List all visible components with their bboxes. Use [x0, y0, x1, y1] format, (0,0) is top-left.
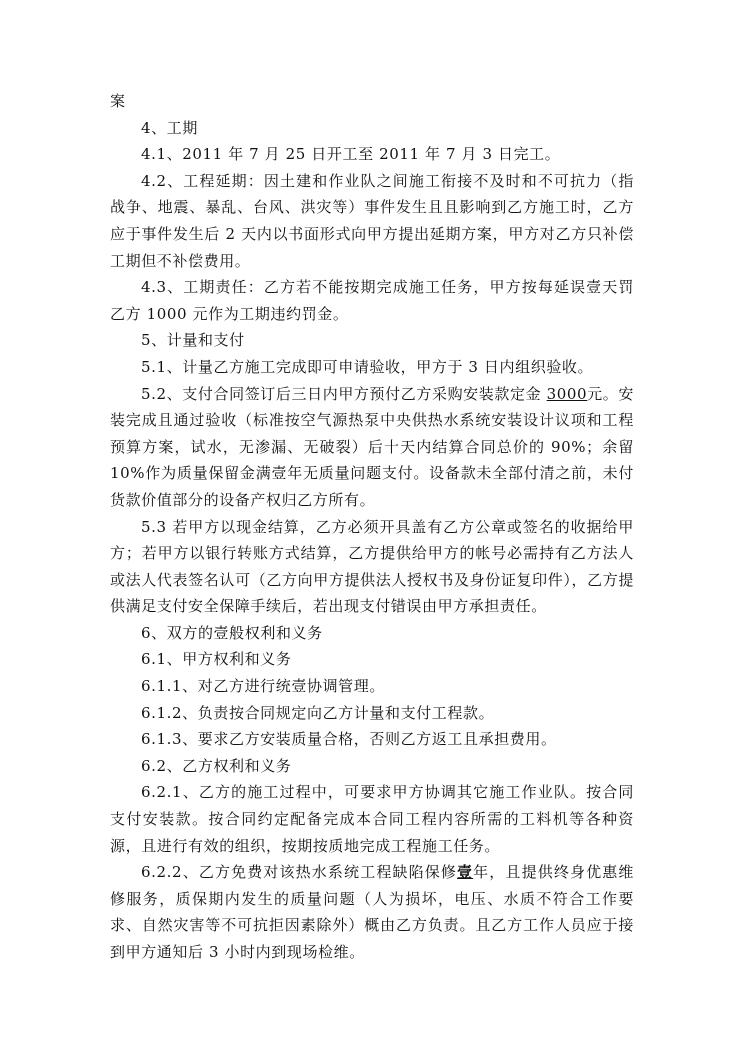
- document-body: [110, 88, 634, 966]
- paragraph-text: 6.1、甲方权利和义务: [141, 650, 292, 669]
- paragraph: [110, 779, 634, 859]
- paragraph-text: 5、计量和支付: [141, 331, 245, 350]
- paragraph: [110, 381, 634, 514]
- paragraph: [110, 753, 634, 780]
- paragraph-text: 5.3 若甲方以现金结算，乙方必须开具盖有乙方公章或签名的收据给甲方；若甲方以银行转账方式结算，乙方提供给甲方的帐号必需持有乙方法人或法人代表签名认可（乙方向甲方提供法人授权书及身份证复印件），乙方提供满足支付安全保障手续后，若出现支付错误由甲方承担责任。: [110, 517, 634, 616]
- paragraph-text: 案: [110, 92, 126, 110]
- paragraph: [110, 620, 634, 647]
- paragraph-text: 4.2、工程延期：因土建和作业队之间施工衔接不及时和不可抗力（指战争、地震、暴乱、台风、洪灾等）事件发生且且影响到乙方施工时，乙方应于事件发生后 2 天内以书面形式向甲方提出延期方案，甲方对乙方只补偿工期但不补偿费用。: [110, 171, 634, 270]
- paragraph: [110, 700, 634, 727]
- emphasized-text: 壹: [457, 863, 474, 882]
- paragraph: [110, 274, 634, 327]
- paragraph-text: 5.2、支付合同签订后三日内甲方预付乙方采购安装款定金: [141, 384, 547, 403]
- paragraph-text: 6.2、乙方权利和义务: [141, 756, 292, 775]
- paragraph: [110, 726, 634, 753]
- paragraph: [110, 354, 634, 381]
- paragraph-text: 6.1.2、负责按合同规定向乙方计量和支付工程款。: [141, 703, 495, 722]
- paragraph: [110, 88, 634, 115]
- paragraph: [110, 673, 634, 700]
- paragraph: [110, 514, 634, 620]
- paragraph: [110, 646, 634, 673]
- paragraph-text: 6.1.3、要求乙方安装质量合格，否则乙方返工且承担费用。: [141, 730, 557, 749]
- paragraph-text: 4.3、工期责任：乙方若不能按期完成施工任务，甲方按每延误壹天罚乙方 1000 元作为工期违约罚金。: [110, 278, 634, 323]
- paragraph-text: 4.1、2011 年 7 月 25 日开工至 2011 年 7 月 3 日完工。: [141, 145, 561, 164]
- paragraph-text: 6.2.1、乙方的施工过程中，可要求甲方协调其它施工作业队。按合同支付安装款。按合同约定配备完成本合同工程内容所需的工料机等各种资源，且进行有效的组织，按期按质地完成工程施工任务。: [110, 783, 634, 855]
- paragraph-text: 6.1.1、对乙方进行统壹协调管理。: [141, 677, 385, 696]
- paragraph: [110, 859, 634, 965]
- paragraph: [110, 168, 634, 274]
- paragraph-text: 4、工期: [141, 118, 198, 137]
- paragraph-text: 元。安装完成且通过验收（标准按空气源热泵中央供热水系统安装设计议项和工程预算方案，试水，无渗漏、无破裂）后十天内结算合同总价的 90%；余留 10%作为质量保留金满壹年无质量问题支付。设备款未全部付清之前，未付货款价值部分的设备产权归乙方所有。: [110, 384, 634, 509]
- paragraph-text: 5.1、计量乙方施工完成即可申请验收，甲方于 3 日内组织验收。: [141, 357, 594, 376]
- paragraph: [110, 141, 634, 168]
- paragraph-text: 年，且提供终身优惠维修服务，质保期内发生的质量问题（人为损坏，电压、水质不符合工作要求、自然灾害等不可抗拒因素除外）概由乙方负责。且乙方工作人员应于接到甲方通知后 3 小时内到现场检维。: [110, 863, 634, 961]
- paragraph: [110, 115, 634, 142]
- paragraph-text: 6.2.2、乙方免费对该热水系统工程缺陷保修: [141, 863, 458, 882]
- paragraph: [110, 327, 634, 354]
- paragraph-text: 6、双方的壹般权利和义务: [141, 623, 323, 642]
- emphasized-text: 3000: [546, 384, 588, 403]
